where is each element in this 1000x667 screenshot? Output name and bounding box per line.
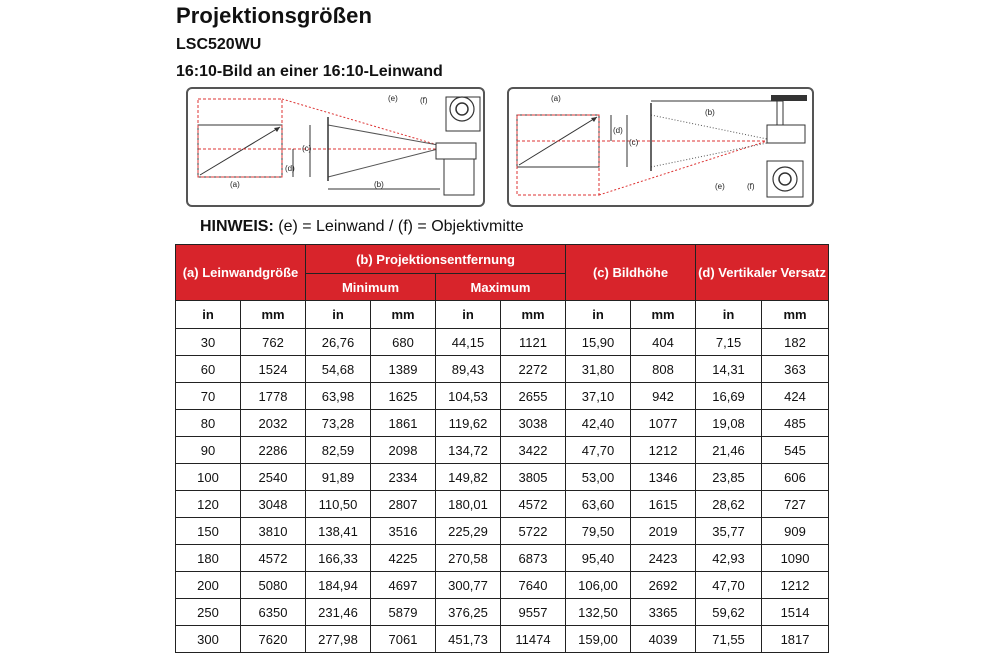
unit-cell: in xyxy=(696,301,762,329)
table-cell: 3805 xyxy=(501,464,566,491)
table-cell: 30 xyxy=(176,329,241,356)
table-cell: 1514 xyxy=(762,599,829,626)
table-cell: 1524 xyxy=(241,356,306,383)
page-title: Projektionsgrößen xyxy=(176,3,373,28)
label-c: (c) xyxy=(629,138,639,147)
table-cell: 545 xyxy=(762,437,829,464)
table-cell: 63,98 xyxy=(306,383,371,410)
table-cell: 1090 xyxy=(762,545,829,572)
label-f: (f) xyxy=(420,96,428,105)
table-cell: 120 xyxy=(176,491,241,518)
table-cell: 2807 xyxy=(371,491,436,518)
table-cell: 942 xyxy=(631,383,696,410)
table-cell: 1389 xyxy=(371,356,436,383)
table-cell: 3365 xyxy=(631,599,696,626)
note xyxy=(200,218,524,236)
projection-diagram-table xyxy=(186,87,485,207)
table-cell: 5722 xyxy=(501,518,566,545)
unit-cell: mm xyxy=(631,301,696,329)
table-cell: 231,46 xyxy=(306,599,371,626)
diagonal-arrow xyxy=(200,127,280,175)
unit-cell: mm xyxy=(501,301,566,329)
table-cell: 23,85 xyxy=(696,464,762,491)
table-cell: 14,31 xyxy=(696,356,762,383)
table-cell: 119,62 xyxy=(436,410,501,437)
table-cell: 54,68 xyxy=(306,356,371,383)
table-cell: 2423 xyxy=(631,545,696,572)
label-a: (a) xyxy=(551,94,561,103)
table-row xyxy=(176,329,829,356)
table-cell: 180 xyxy=(176,545,241,572)
table-row xyxy=(176,491,829,518)
table-cell: 4572 xyxy=(501,491,566,518)
projection-diagram-ceiling xyxy=(507,87,814,207)
header-vertical-offset: (d) Vertikaler Versatz xyxy=(696,245,829,301)
table-cell: 134,72 xyxy=(436,437,501,464)
table-row xyxy=(176,464,829,491)
table-cell: 16,69 xyxy=(696,383,762,410)
table-cell: 1077 xyxy=(631,410,696,437)
table-cell: 2692 xyxy=(631,572,696,599)
table-cell: 59,62 xyxy=(696,599,762,626)
table-cell: 89,43 xyxy=(436,356,501,383)
projection-size-table xyxy=(175,244,829,653)
table-cell: 7640 xyxy=(501,572,566,599)
table-cell: 149,82 xyxy=(436,464,501,491)
unit-cell: in xyxy=(436,301,501,329)
table-cell: 300 xyxy=(176,626,241,653)
table-cell: 1212 xyxy=(762,572,829,599)
table-row xyxy=(176,545,829,572)
table-cell: 424 xyxy=(762,383,829,410)
label-d: (d) xyxy=(613,126,623,135)
table-cell: 451,73 xyxy=(436,626,501,653)
table-cell: 184,94 xyxy=(306,572,371,599)
table-cell: 100 xyxy=(176,464,241,491)
table-cell: 270,58 xyxy=(436,545,501,572)
table-cell: 2098 xyxy=(371,437,436,464)
table-cell: 1625 xyxy=(371,383,436,410)
table-cell: 6350 xyxy=(241,599,306,626)
table-cell: 727 xyxy=(762,491,829,518)
table-cell: 9557 xyxy=(501,599,566,626)
table-cell: 47,70 xyxy=(696,572,762,599)
table-cell: 110,50 xyxy=(306,491,371,518)
unit-cell: mm xyxy=(762,301,829,329)
table-cell: 485 xyxy=(762,410,829,437)
table-cell: 104,53 xyxy=(436,383,501,410)
table-cell: 182 xyxy=(762,329,829,356)
table-cell: 225,29 xyxy=(436,518,501,545)
table-cell: 4572 xyxy=(241,545,306,572)
header-maximum: Maximum xyxy=(436,274,566,301)
table-cell: 300,77 xyxy=(436,572,501,599)
table-row xyxy=(176,383,829,410)
table-row xyxy=(176,599,829,626)
label-c: (c) xyxy=(302,144,312,153)
table-cell: 909 xyxy=(762,518,829,545)
header-image-height: (c) Bildhöhe xyxy=(566,245,696,301)
table-cell: 7620 xyxy=(241,626,306,653)
table-cell: 1861 xyxy=(371,410,436,437)
label-f: (f) xyxy=(747,182,755,191)
table-cell: 70 xyxy=(176,383,241,410)
header-minimum: Minimum xyxy=(306,274,436,301)
table-cell: 363 xyxy=(762,356,829,383)
table-cell: 21,46 xyxy=(696,437,762,464)
table-cell: 73,28 xyxy=(306,410,371,437)
table-cell: 4039 xyxy=(631,626,696,653)
table-cell: 132,50 xyxy=(566,599,631,626)
table-cell: 42,93 xyxy=(696,545,762,572)
table-cell: 250 xyxy=(176,599,241,626)
table-cell: 15,90 xyxy=(566,329,631,356)
table-cell: 71,55 xyxy=(696,626,762,653)
table-cell: 37,10 xyxy=(566,383,631,410)
label-e: (e) xyxy=(388,94,398,103)
table-row xyxy=(176,626,829,653)
table-cell: 2286 xyxy=(241,437,306,464)
table-cell: 404 xyxy=(631,329,696,356)
table-cell: 7,15 xyxy=(696,329,762,356)
label-a: (a) xyxy=(230,180,240,189)
label-b: (b) xyxy=(705,108,715,117)
table-cell: 95,40 xyxy=(566,545,631,572)
table-cell: 2334 xyxy=(371,464,436,491)
table-cell: 2655 xyxy=(501,383,566,410)
note-label: HINWEIS: xyxy=(200,218,274,235)
table-cell: 180,01 xyxy=(436,491,501,518)
label-d: (d) xyxy=(285,164,295,173)
label-e: (e) xyxy=(715,182,725,191)
page-subtitle: 16:10-Bild an einer 16:10-Leinwand xyxy=(176,63,443,80)
table-cell: 28,62 xyxy=(696,491,762,518)
table-cell: 31,80 xyxy=(566,356,631,383)
table-cell: 1121 xyxy=(501,329,566,356)
table-cell: 4697 xyxy=(371,572,436,599)
table-cell: 159,00 xyxy=(566,626,631,653)
table-cell: 4225 xyxy=(371,545,436,572)
table-cell: 2540 xyxy=(241,464,306,491)
table-cell: 762 xyxy=(241,329,306,356)
table-cell: 11474 xyxy=(501,626,566,653)
table-cell: 6873 xyxy=(501,545,566,572)
label-b: (b) xyxy=(374,180,384,189)
table-cell: 3038 xyxy=(501,410,566,437)
table-row xyxy=(176,437,829,464)
table-cell: 47,70 xyxy=(566,437,631,464)
table-cell: 3048 xyxy=(241,491,306,518)
table-cell: 60 xyxy=(176,356,241,383)
projection-diagram-ceiling-svg xyxy=(509,89,816,209)
unit-cell: in xyxy=(566,301,631,329)
table-cell: 35,77 xyxy=(696,518,762,545)
table-cell: 26,76 xyxy=(306,329,371,356)
header-screen-size: (a) Leinwandgröße xyxy=(176,245,306,301)
table-cell: 138,41 xyxy=(306,518,371,545)
table-cell: 42,40 xyxy=(566,410,631,437)
unit-cell: in xyxy=(306,301,371,329)
unit-cell: mm xyxy=(371,301,436,329)
table-cell: 1817 xyxy=(762,626,829,653)
table-row xyxy=(176,410,829,437)
table-cell: 53,00 xyxy=(566,464,631,491)
projection-diagram-table-svg xyxy=(188,89,487,209)
table-cell: 808 xyxy=(631,356,696,383)
table-cell: 376,25 xyxy=(436,599,501,626)
note-text: (e) = Leinwand / (f) = Objektivmitte xyxy=(278,218,524,235)
table-cell: 1346 xyxy=(631,464,696,491)
table-cell: 680 xyxy=(371,329,436,356)
table-cell: 1615 xyxy=(631,491,696,518)
table-cell: 1778 xyxy=(241,383,306,410)
table-cell: 2272 xyxy=(501,356,566,383)
table-cell: 166,33 xyxy=(306,545,371,572)
table-cell: 19,08 xyxy=(696,410,762,437)
table-cell: 5879 xyxy=(371,599,436,626)
table-cell: 79,50 xyxy=(566,518,631,545)
table-cell: 3810 xyxy=(241,518,306,545)
table-cell: 277,98 xyxy=(306,626,371,653)
table-cell: 80 xyxy=(176,410,241,437)
table-row xyxy=(176,356,829,383)
table-cell: 3422 xyxy=(501,437,566,464)
table-row xyxy=(176,572,829,599)
header-projection-distance: (b) Projektionsentfernung xyxy=(306,245,566,274)
unit-cell: in xyxy=(176,301,241,329)
table-cell: 91,89 xyxy=(306,464,371,491)
table-cell: 7061 xyxy=(371,626,436,653)
table-cell: 90 xyxy=(176,437,241,464)
model-name: LSC520WU xyxy=(176,36,262,53)
unit-cell: mm xyxy=(241,301,306,329)
table-cell: 200 xyxy=(176,572,241,599)
table-cell: 606 xyxy=(762,464,829,491)
table-cell: 150 xyxy=(176,518,241,545)
table-cell: 3516 xyxy=(371,518,436,545)
table-cell: 106,00 xyxy=(566,572,631,599)
unit-row xyxy=(176,301,829,329)
table-cell: 2019 xyxy=(631,518,696,545)
table-cell: 44,15 xyxy=(436,329,501,356)
table-cell: 82,59 xyxy=(306,437,371,464)
table-cell: 5080 xyxy=(241,572,306,599)
table-cell: 1212 xyxy=(631,437,696,464)
table-cell: 63,60 xyxy=(566,491,631,518)
table-cell: 2032 xyxy=(241,410,306,437)
table-row xyxy=(176,518,829,545)
